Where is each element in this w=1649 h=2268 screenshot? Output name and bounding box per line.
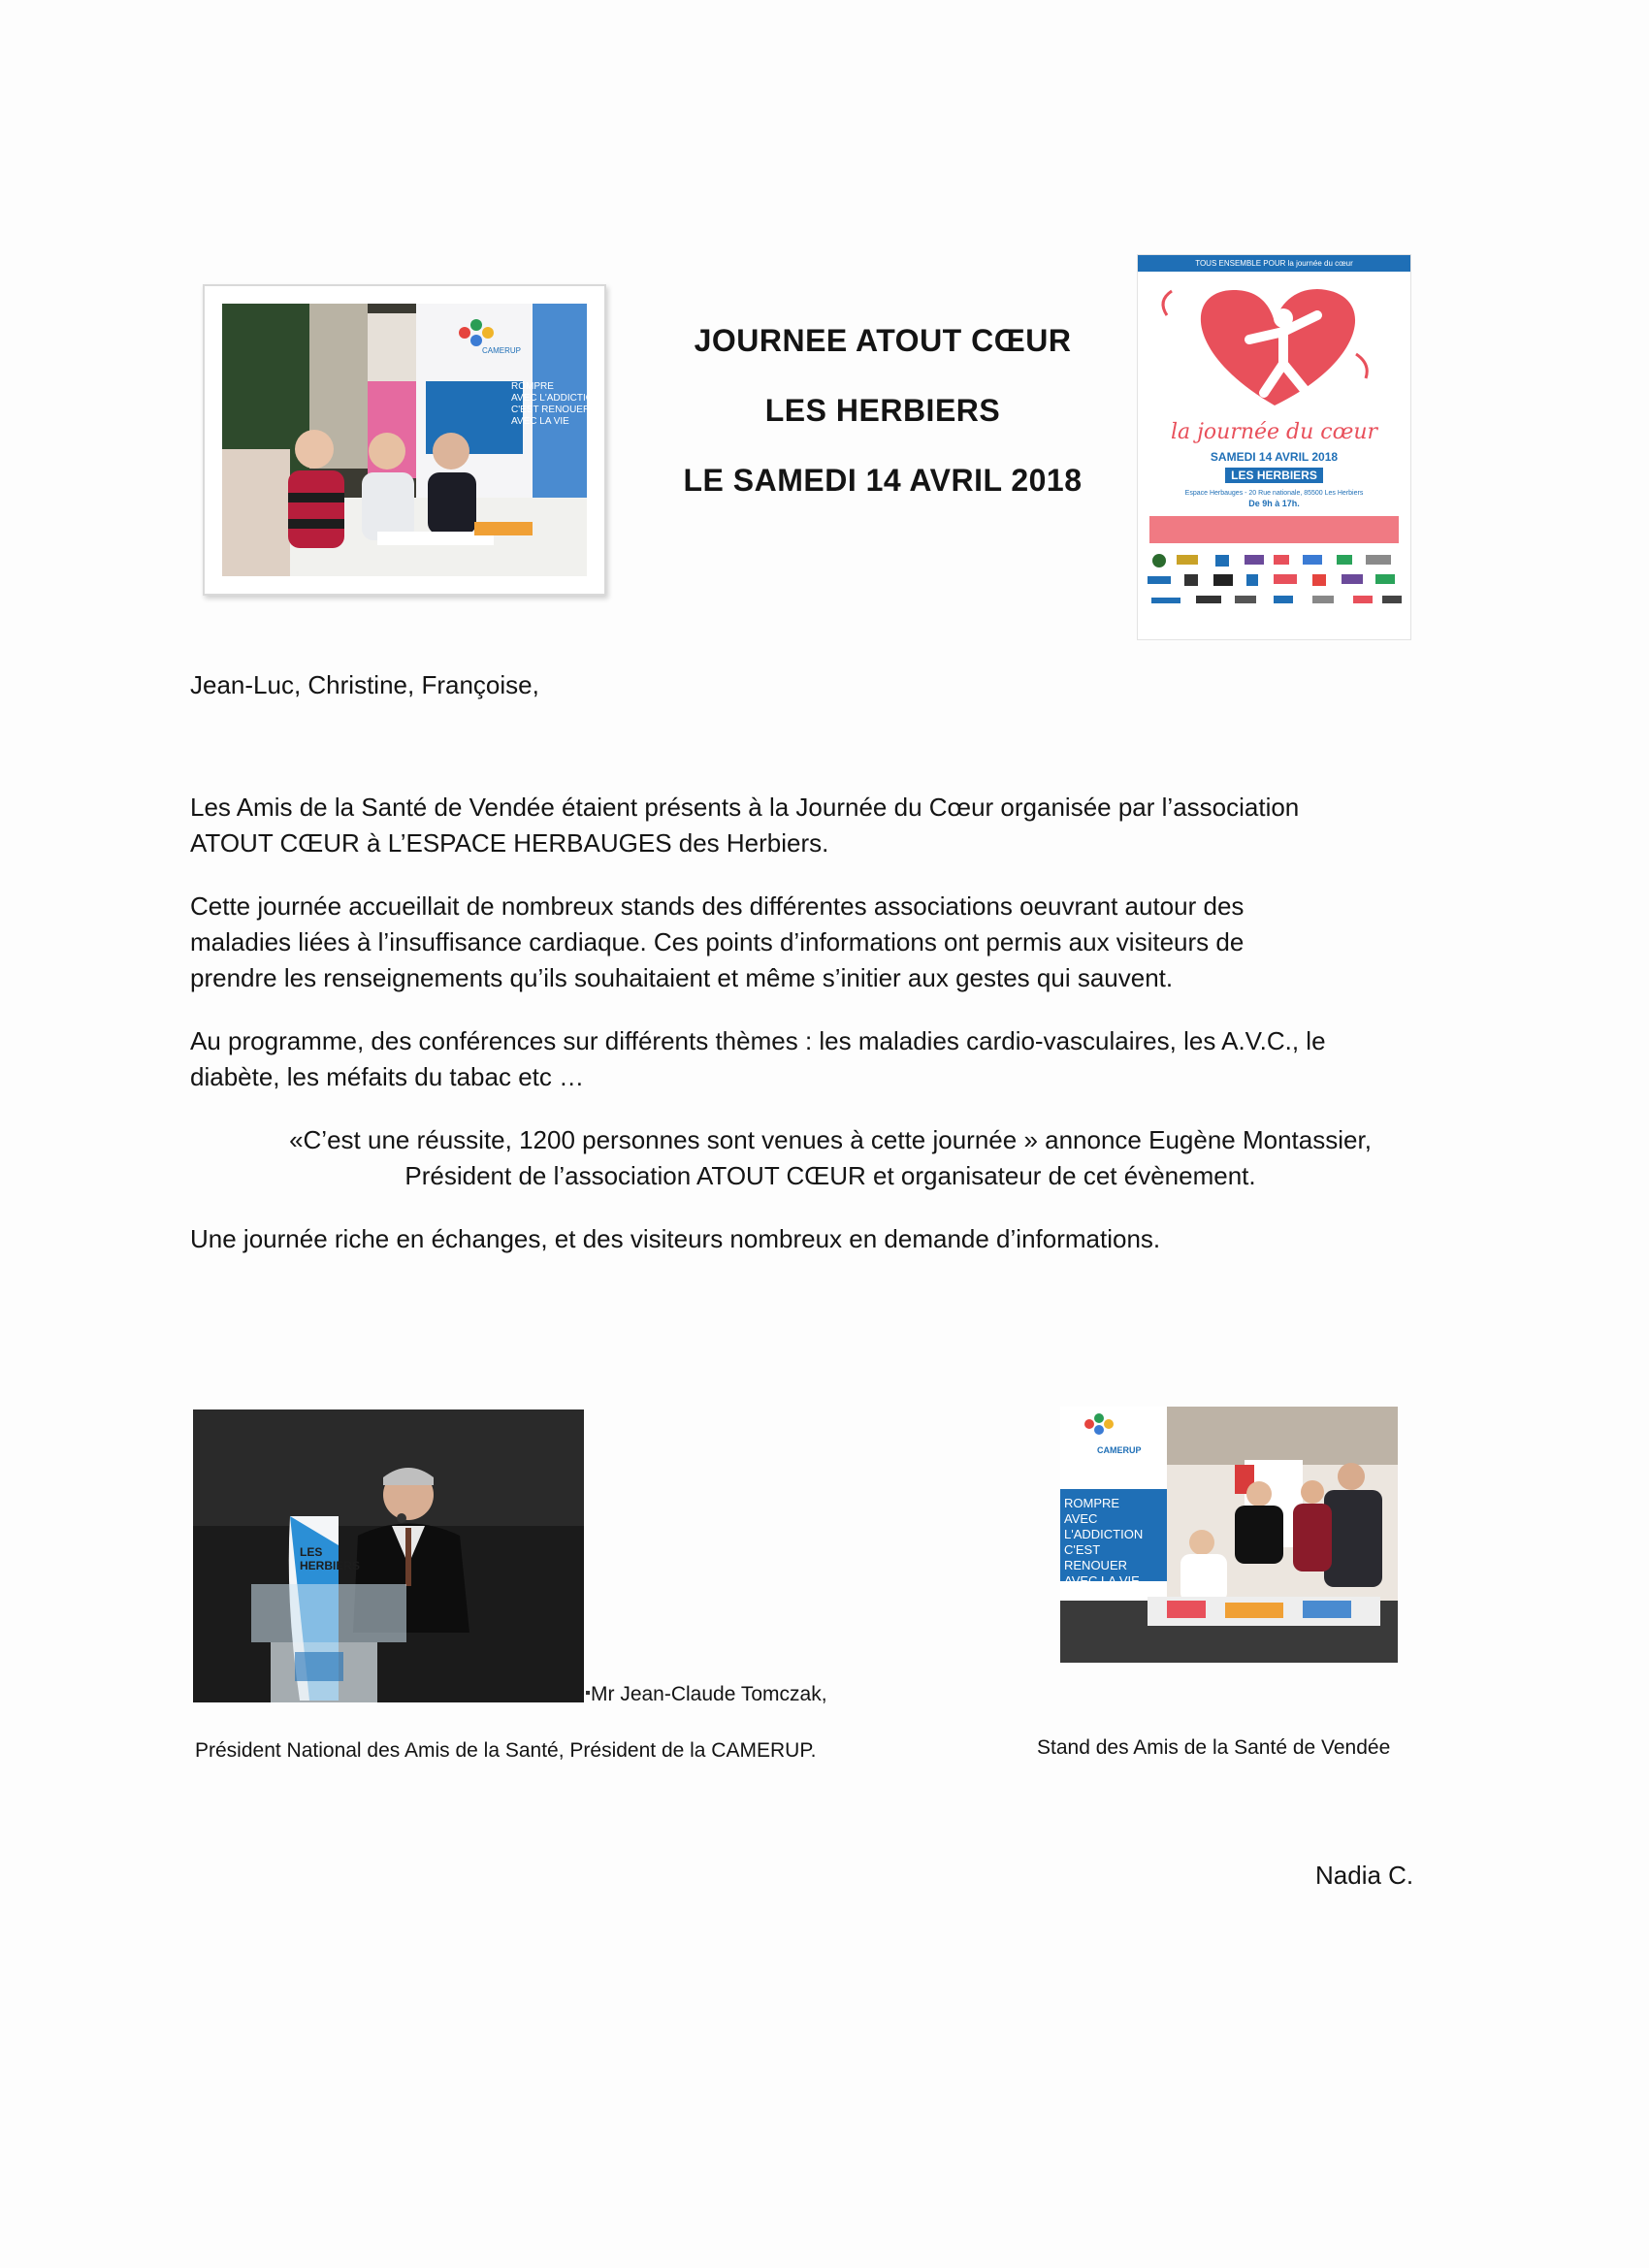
paragraph-1 xyxy=(190,790,1451,861)
banner-word: C'EST RENOUER xyxy=(511,405,591,415)
paragraph-4: Une journée riche en échanges, et des visiteurs nombreux en demande d’informations. xyxy=(190,1224,1161,1253)
poster-script-title: la journée du cœur xyxy=(1170,420,1378,444)
banner-word: AVEC L'ADDICTION xyxy=(511,393,600,404)
signature: Nadia C. xyxy=(1315,1861,1414,1890)
photo-stand-top-image xyxy=(222,304,587,576)
paragraph-2 xyxy=(190,889,1451,996)
photo-speaker-image xyxy=(193,1409,584,1702)
quote-line: «C’est une réussite, 1200 personnes sont venues à cette journée » annonce Eugène Montassier, xyxy=(289,1125,1372,1154)
stand-bottom-banner xyxy=(1064,1496,1165,1589)
banner-word: AVEC LA VIE xyxy=(1064,1573,1140,1588)
banner-word: AVEC L'ADDICTION xyxy=(1064,1511,1144,1541)
title-line-3: LE SAMEDI 14 AVRIL 2018 xyxy=(683,463,1083,498)
poster-address: Espace Herbauges - 20 Rue nationale, 85500 Les Herbiers xyxy=(1184,490,1364,497)
poster-date: SAMEDI 14 AVRIL 2018 xyxy=(1210,450,1339,464)
speaker-name-caption: Mr Jean-Claude Tomczak, xyxy=(591,1683,827,1705)
poster-hours: De 9h à 17h. xyxy=(1248,499,1300,508)
banner-word: ROMPRE xyxy=(1064,1496,1120,1510)
paragraph-line: prendre les renseignements qu’ils souhaitaient et même s’initier aux gestes qui sauvent. xyxy=(190,963,1174,992)
banner-word: HERBIERS xyxy=(300,1559,361,1572)
poster-heart-graphic xyxy=(1138,272,1411,417)
photo-stand-bottom xyxy=(1060,1407,1398,1663)
greeting: Jean-Luc, Christine, Françoise, xyxy=(190,670,539,699)
banner-word: AVEC LA VIE xyxy=(511,416,569,427)
stand-bottom-logo: CAMERUP xyxy=(1097,1445,1142,1455)
poster-town: LES HERBIERS xyxy=(1225,468,1323,483)
title-line-2: LES HERBIERS xyxy=(764,393,1001,428)
banner-word: C'EST RENOUER xyxy=(1064,1542,1128,1572)
photo-stand-top-banner xyxy=(511,381,604,428)
banner-word: ROMPRE xyxy=(511,381,554,392)
paragraph-line: diabète, les méfaits du tabac etc … xyxy=(190,1062,585,1091)
speaker-photo-marker xyxy=(586,1691,590,1695)
quote-line: Président de l’association ATOUT CŒUR et organisateur de cet évènement. xyxy=(404,1161,1256,1190)
speaker-role-caption: Président National des Amis de la Santé, Président de la CAMERUP. xyxy=(195,1739,817,1762)
banner-word: LES xyxy=(300,1545,323,1559)
poster-sponsor-logos xyxy=(1138,549,1411,617)
paragraph-line: ATOUT CŒUR à L’ESPACE HERBAUGES des Herbiers. xyxy=(190,828,829,858)
stand-caption: Stand des Amis de la Santé de Vendée xyxy=(1037,1736,1391,1759)
quote xyxy=(190,1122,1471,1194)
photo-stand-top xyxy=(203,284,606,596)
event-poster xyxy=(1137,254,1411,640)
paragraph-3 xyxy=(190,1023,1451,1095)
paragraph-line: maladies liées à l’insuffisance cardiaque. Ces points d’informations ont permis aux visiteurs de xyxy=(190,927,1245,956)
photo-speaker xyxy=(193,1409,584,1702)
title-line-1: JOURNEE ATOUT CŒUR xyxy=(694,323,1072,358)
poster-pink-band xyxy=(1149,516,1399,543)
speaker-banner-text xyxy=(300,1545,360,1572)
paragraph-line: Les Amis de la Santé de Vendée étaient présents à la Journée du Cœur organisée par l’association xyxy=(190,793,1300,822)
paragraph-line: Au programme, des conférences sur différents thèmes : les maladies cardio-vasculaires, les A.V.C., le xyxy=(190,1026,1326,1055)
photo-stand-top-logo: CAMERUP xyxy=(482,346,522,355)
paragraph-line: Cette journée accueillait de nombreux stands des différentes associations oeuvrant autour des xyxy=(190,891,1245,921)
poster-top-banner: TOUS ENSEMBLE POUR la journée du cœur xyxy=(1138,255,1410,272)
